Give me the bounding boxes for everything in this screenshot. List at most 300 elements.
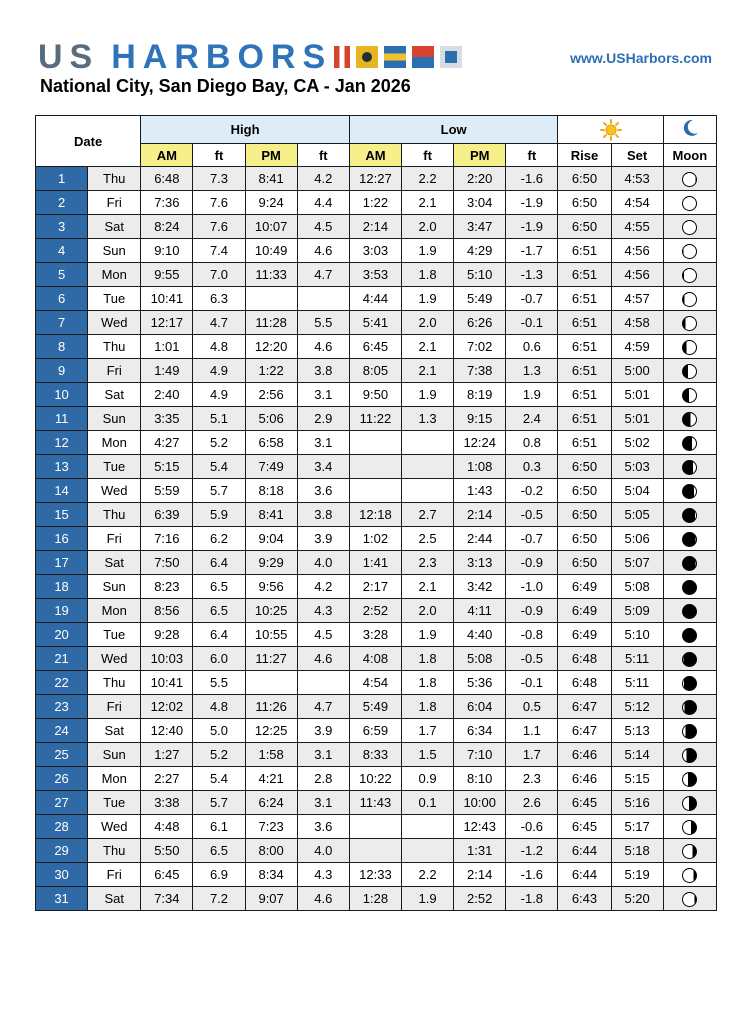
moon-phase-cell	[663, 431, 716, 455]
sunset-time: 5:08	[611, 575, 663, 599]
day-number: 30	[36, 863, 88, 887]
moon-phase-icon	[682, 724, 697, 739]
high-am-height: 4.9	[193, 383, 245, 407]
sunrise-time: 6:51	[558, 359, 611, 383]
moon-phase-cell	[663, 359, 716, 383]
date-header: Date	[36, 116, 141, 167]
high-pm-time: 8:41	[245, 167, 297, 191]
moon-phase-icon	[682, 196, 697, 211]
table-row	[36, 335, 717, 359]
low-pm-time: 1:31	[454, 839, 506, 863]
high-am-time: 2:40	[141, 383, 193, 407]
high-pm-time: 5:06	[245, 407, 297, 431]
day-number: 20	[36, 623, 88, 647]
low-am-time: 12:33	[349, 863, 401, 887]
weekday: Sun	[88, 407, 141, 431]
table-row	[36, 767, 717, 791]
sunset-time: 5:01	[611, 383, 663, 407]
high-am-time: 12:17	[141, 311, 193, 335]
moon-phase-cell	[663, 599, 716, 623]
weekday: Wed	[88, 815, 141, 839]
high-am-height: 6.5	[193, 839, 245, 863]
low-am-time: 3:53	[349, 263, 401, 287]
table-row	[36, 407, 717, 431]
low-pm-height: -1.0	[506, 575, 558, 599]
low-pm-height: -0.5	[506, 503, 558, 527]
day-number: 17	[36, 551, 88, 575]
moon-phase-cell	[663, 167, 716, 191]
low-am-time: 2:17	[349, 575, 401, 599]
sunrise-time: 6:48	[558, 647, 611, 671]
high-am-time: 9:28	[141, 623, 193, 647]
low-pm-time: 6:34	[454, 719, 506, 743]
sunrise-time: 6:47	[558, 719, 611, 743]
weekday: Mon	[88, 599, 141, 623]
moon-phase-icon	[682, 772, 697, 787]
high-pm-time: 2:56	[245, 383, 297, 407]
weekday: Wed	[88, 479, 141, 503]
high-pm-time: 9:24	[245, 191, 297, 215]
sunrise-time: 6:46	[558, 767, 611, 791]
low-pm-height: 0.6	[506, 335, 558, 359]
table-row	[36, 527, 717, 551]
high-am-height: 7.6	[193, 191, 245, 215]
sunset-time: 5:19	[611, 863, 663, 887]
moon-phase-cell	[663, 839, 716, 863]
high-am-time: 4:48	[141, 815, 193, 839]
high-pm-height: 4.3	[297, 863, 349, 887]
low-am-time: 2:52	[349, 599, 401, 623]
table-row	[36, 647, 717, 671]
high-am-time: 8:56	[141, 599, 193, 623]
table-row	[36, 695, 717, 719]
high-pm-time: 11:26	[245, 695, 297, 719]
high-am-time: 7:36	[141, 191, 193, 215]
weekday: Fri	[88, 695, 141, 719]
moon-phase-icon	[682, 412, 697, 427]
table-row	[36, 503, 717, 527]
high-pm-time: 12:25	[245, 719, 297, 743]
low-am-height: 0.9	[402, 767, 454, 791]
sunrise-time: 6:50	[558, 455, 611, 479]
high-pm-time: 11:27	[245, 647, 297, 671]
high-am-time: 7:16	[141, 527, 193, 551]
high-pm-height: 3.8	[297, 359, 349, 383]
low-pm-height: -1.9	[506, 191, 558, 215]
moon-phase-cell	[663, 239, 716, 263]
day-number: 6	[36, 287, 88, 311]
table-row	[36, 719, 717, 743]
low-pm-time: 1:43	[454, 479, 506, 503]
weekday: Tue	[88, 287, 141, 311]
table-row	[36, 287, 717, 311]
low-am-time: 5:49	[349, 695, 401, 719]
table-row	[36, 167, 717, 191]
day-number: 3	[36, 215, 88, 239]
moon-phase-cell	[663, 287, 716, 311]
high-am-time: 9:10	[141, 239, 193, 263]
sunrise-time: 6:50	[558, 215, 611, 239]
sunset-time: 4:56	[611, 263, 663, 287]
high-pm-height: 3.1	[297, 383, 349, 407]
weekday: Mon	[88, 431, 141, 455]
weekday: Mon	[88, 263, 141, 287]
low-pm-time: 7:02	[454, 335, 506, 359]
table-row	[36, 479, 717, 503]
high-am-time: 1:27	[141, 743, 193, 767]
moon-phase-cell	[663, 887, 716, 911]
low-am-height: 2.7	[402, 503, 454, 527]
day-number: 29	[36, 839, 88, 863]
low-am-height: 2.3	[402, 551, 454, 575]
high-am-height: 5.7	[193, 479, 245, 503]
table-row	[36, 359, 717, 383]
moon-phase-icon	[682, 268, 697, 283]
low-am-height	[402, 839, 454, 863]
day-number: 2	[36, 191, 88, 215]
table-row	[36, 815, 717, 839]
sunrise-time: 6:46	[558, 743, 611, 767]
moon-phase-icon	[682, 652, 697, 667]
high-pm-height: 3.6	[297, 815, 349, 839]
high-pm-height: 4.6	[297, 239, 349, 263]
low-am-height: 1.9	[402, 383, 454, 407]
sunset-time: 5:04	[611, 479, 663, 503]
sun-icon	[600, 119, 622, 141]
low-pm-height: -1.2	[506, 839, 558, 863]
low-pm-height: -0.9	[506, 599, 558, 623]
sunrise-time: 6:50	[558, 191, 611, 215]
weekday: Thu	[88, 503, 141, 527]
high-am-height: 6.5	[193, 575, 245, 599]
low-am-time: 3:28	[349, 623, 401, 647]
moon-phase-icon	[682, 172, 697, 187]
sunrise-time: 6:51	[558, 407, 611, 431]
low-pm-time: 5:08	[454, 647, 506, 671]
flag-blue-yellow-icon	[384, 46, 406, 68]
day-number: 8	[36, 335, 88, 359]
sunrise-time: 6:50	[558, 503, 611, 527]
moon-phase-icon	[682, 316, 697, 331]
day-number: 31	[36, 887, 88, 911]
high-am-height: 5.4	[193, 767, 245, 791]
moon-phase-cell	[663, 815, 716, 839]
high-am-height: 4.8	[193, 335, 245, 359]
low-pm-height: 2.6	[506, 791, 558, 815]
sunrise-time: 6:50	[558, 551, 611, 575]
high-am-time: 3:38	[141, 791, 193, 815]
weekday: Sun	[88, 575, 141, 599]
high-pm-height: 4.5	[297, 215, 349, 239]
low-header: Low	[349, 116, 558, 144]
high-am-time: 9:55	[141, 263, 193, 287]
high-am-time: 1:01	[141, 335, 193, 359]
low-pm-time: 1:08	[454, 455, 506, 479]
high-pm-height: 4.2	[297, 167, 349, 191]
high-am-height: 6.4	[193, 623, 245, 647]
high-pm-height	[297, 287, 349, 311]
high-pm-height: 4.3	[297, 599, 349, 623]
high-am-height: 7.3	[193, 167, 245, 191]
moon-phase-cell	[663, 311, 716, 335]
high-am-height: 6.9	[193, 863, 245, 887]
low-pm-time: 2:44	[454, 527, 506, 551]
high-am-height: 5.5	[193, 671, 245, 695]
low-am-time	[349, 455, 401, 479]
low-am-time: 2:14	[349, 215, 401, 239]
low-am-height: 1.8	[402, 671, 454, 695]
high-am-time: 1:49	[141, 359, 193, 383]
high-am-height: 7.6	[193, 215, 245, 239]
low-pm-height: -0.9	[506, 551, 558, 575]
sunset-time: 4:53	[611, 167, 663, 191]
high-am-height: 6.3	[193, 287, 245, 311]
moon-phase-icon	[682, 820, 697, 835]
high-am-time: 6:39	[141, 503, 193, 527]
weekday: Wed	[88, 311, 141, 335]
low-am-time: 8:33	[349, 743, 401, 767]
low-am-height: 1.3	[402, 407, 454, 431]
low-pm-height: 1.1	[506, 719, 558, 743]
low-pm-height: -0.2	[506, 479, 558, 503]
flag-yellow-dot-icon	[356, 46, 378, 68]
moon-phase-cell	[663, 647, 716, 671]
low-am-time: 11:43	[349, 791, 401, 815]
low-pm-height: 0.8	[506, 431, 558, 455]
low-pm-height: -1.8	[506, 887, 558, 911]
high-pm-height	[297, 671, 349, 695]
low-am-height: 2.0	[402, 311, 454, 335]
moon-phase-icon	[682, 844, 697, 859]
sunrise-time: 6:51	[558, 263, 611, 287]
sunrise-time: 6:51	[558, 335, 611, 359]
low-pm-time: 5:10	[454, 263, 506, 287]
high-am-time: 10:03	[141, 647, 193, 671]
high-pm-time: 10:07	[245, 215, 297, 239]
high-pm-height: 4.6	[297, 335, 349, 359]
high-pm-time: 9:07	[245, 887, 297, 911]
day-number: 14	[36, 479, 88, 503]
moon-phase-cell	[663, 743, 716, 767]
flag-red-white-icon	[334, 46, 350, 68]
day-number: 21	[36, 647, 88, 671]
low-pm-time: 6:04	[454, 695, 506, 719]
sunset-time: 5:09	[611, 599, 663, 623]
sunset-time: 5:00	[611, 359, 663, 383]
low-pm-height: -1.7	[506, 239, 558, 263]
day-number: 28	[36, 815, 88, 839]
high-am-height: 5.2	[193, 743, 245, 767]
low-pm-height: 0.5	[506, 695, 558, 719]
high-am-height: 7.2	[193, 887, 245, 911]
weekday: Fri	[88, 191, 141, 215]
weekday: Fri	[88, 359, 141, 383]
moon-phase-cell	[663, 551, 716, 575]
moon-phase-cell	[663, 527, 716, 551]
day-number: 1	[36, 167, 88, 191]
high-am-time: 4:27	[141, 431, 193, 455]
low-am-height: 1.9	[402, 887, 454, 911]
high-pm-height: 2.9	[297, 407, 349, 431]
low-pm-time: 9:15	[454, 407, 506, 431]
high-pm-time: 8:18	[245, 479, 297, 503]
sunset-time: 5:18	[611, 839, 663, 863]
low-pm-time: 6:26	[454, 311, 506, 335]
moon-phase-icon	[682, 436, 697, 451]
low-pm-time: 7:38	[454, 359, 506, 383]
high-pm-time: 9:56	[245, 575, 297, 599]
high-pm-time: 7:49	[245, 455, 297, 479]
high-am-time: 3:35	[141, 407, 193, 431]
moon-phase-cell	[663, 575, 716, 599]
weekday: Thu	[88, 839, 141, 863]
sunrise-time: 6:51	[558, 311, 611, 335]
low-am-time	[349, 815, 401, 839]
day-number: 18	[36, 575, 88, 599]
high-am-height: 5.0	[193, 719, 245, 743]
low-am-time	[349, 479, 401, 503]
high-am-time: 12:02	[141, 695, 193, 719]
sunrise-time: 6:51	[558, 239, 611, 263]
low-am-time	[349, 839, 401, 863]
day-number: 13	[36, 455, 88, 479]
table-row	[36, 863, 717, 887]
low-pm-height: -0.5	[506, 647, 558, 671]
moon-phase-icon	[682, 460, 697, 475]
high-pm-height: 3.1	[297, 791, 349, 815]
day-number: 7	[36, 311, 88, 335]
low-pm-time: 8:19	[454, 383, 506, 407]
high-am-time: 6:45	[141, 863, 193, 887]
sunset-time: 5:20	[611, 887, 663, 911]
low-pm-height: -1.6	[506, 863, 558, 887]
sunset-time: 5:06	[611, 527, 663, 551]
low-pm-time: 2:20	[454, 167, 506, 191]
tide-table	[35, 115, 717, 911]
low-am-height: 1.8	[402, 695, 454, 719]
sunset-time: 5:17	[611, 815, 663, 839]
weekday: Thu	[88, 671, 141, 695]
page-title: National City, San Diego Bay, CA - Jan 2026	[40, 76, 411, 96]
low-am-height	[402, 815, 454, 839]
high-pm-time: 1:22	[245, 359, 297, 383]
low-pm-height: -0.7	[506, 287, 558, 311]
sunset-time: 5:05	[611, 503, 663, 527]
logo-us-text: US	[38, 38, 100, 76]
high-pm-time: 4:21	[245, 767, 297, 791]
low-pm-time: 3:42	[454, 575, 506, 599]
low-am-height: 1.8	[402, 263, 454, 287]
low-am-height: 2.5	[402, 527, 454, 551]
high-pm-height: 4.2	[297, 575, 349, 599]
weekday: Mon	[88, 767, 141, 791]
moon-phase-cell	[663, 623, 716, 647]
sunrise-time: 6:49	[558, 599, 611, 623]
table-row	[36, 743, 717, 767]
weekday: Thu	[88, 167, 141, 191]
high-pm-height: 4.4	[297, 191, 349, 215]
weekday: Sat	[88, 887, 141, 911]
moon-phase-icon	[682, 244, 697, 259]
moon-phase-icon	[682, 628, 697, 643]
low-am-height	[402, 431, 454, 455]
high-am-time: 7:34	[141, 887, 193, 911]
sunset-time: 5:07	[611, 551, 663, 575]
table-row	[36, 791, 717, 815]
moon-phase-icon	[682, 868, 697, 883]
low-pm-time: 12:43	[454, 815, 506, 839]
low-am-header: AM	[349, 144, 401, 167]
day-number: 5	[36, 263, 88, 287]
moon-phase-cell	[663, 671, 716, 695]
high-pm-time: 8:00	[245, 839, 297, 863]
low-am-height: 1.8	[402, 647, 454, 671]
high-am-header: AM	[141, 144, 193, 167]
low-pm-height: 0.3	[506, 455, 558, 479]
low-pm-time: 2:14	[454, 863, 506, 887]
weekday: Sat	[88, 383, 141, 407]
high-pm-time: 10:25	[245, 599, 297, 623]
usharbors-logo[interactable]	[38, 38, 468, 76]
moon-phase-icon	[682, 364, 697, 379]
high-pm-time: 8:41	[245, 503, 297, 527]
low-am-height: 2.2	[402, 863, 454, 887]
high-pm-time: 1:58	[245, 743, 297, 767]
sunset-time: 5:16	[611, 791, 663, 815]
sunrise-time: 6:48	[558, 671, 611, 695]
low-am-time: 1:28	[349, 887, 401, 911]
table-row	[36, 383, 717, 407]
day-number: 23	[36, 695, 88, 719]
high-pm-header: PM	[245, 144, 297, 167]
high-pm-time: 10:55	[245, 623, 297, 647]
sunset-time: 5:12	[611, 695, 663, 719]
high-am-time: 5:15	[141, 455, 193, 479]
low-am-time: 6:59	[349, 719, 401, 743]
table-row	[36, 839, 717, 863]
table-row	[36, 455, 717, 479]
low-pm-time: 3:13	[454, 551, 506, 575]
moon-phase-icon	[682, 580, 697, 595]
high-am-time: 8:24	[141, 215, 193, 239]
high-pm-time	[245, 671, 297, 695]
low-am-time: 4:54	[349, 671, 401, 695]
high-pm-time: 10:49	[245, 239, 297, 263]
moon-phase-icon	[682, 388, 697, 403]
table-row	[36, 671, 717, 695]
high-am-height: 5.1	[193, 407, 245, 431]
high-am-height: 4.8	[193, 695, 245, 719]
low-am-time: 8:05	[349, 359, 401, 383]
high-pm-height: 4.7	[297, 695, 349, 719]
high-am-time: 2:27	[141, 767, 193, 791]
high-pm-time: 9:04	[245, 527, 297, 551]
sunrise-time: 6:43	[558, 887, 611, 911]
table-row	[36, 311, 717, 335]
low-pm-height: 2.3	[506, 767, 558, 791]
low-am-height: 2.0	[402, 215, 454, 239]
table-row	[36, 191, 717, 215]
moon-phase-icon	[682, 292, 697, 307]
moon-phase-icon	[682, 556, 697, 571]
high-pm-time: 7:23	[245, 815, 297, 839]
table-row	[36, 887, 717, 911]
high-pm-ft-header: ft	[297, 144, 349, 167]
moon-phase-cell	[663, 383, 716, 407]
site-url-link[interactable]: www.USHarbors.com	[570, 50, 712, 66]
moon-phase-icon	[682, 484, 697, 499]
moon-phase-cell	[663, 791, 716, 815]
